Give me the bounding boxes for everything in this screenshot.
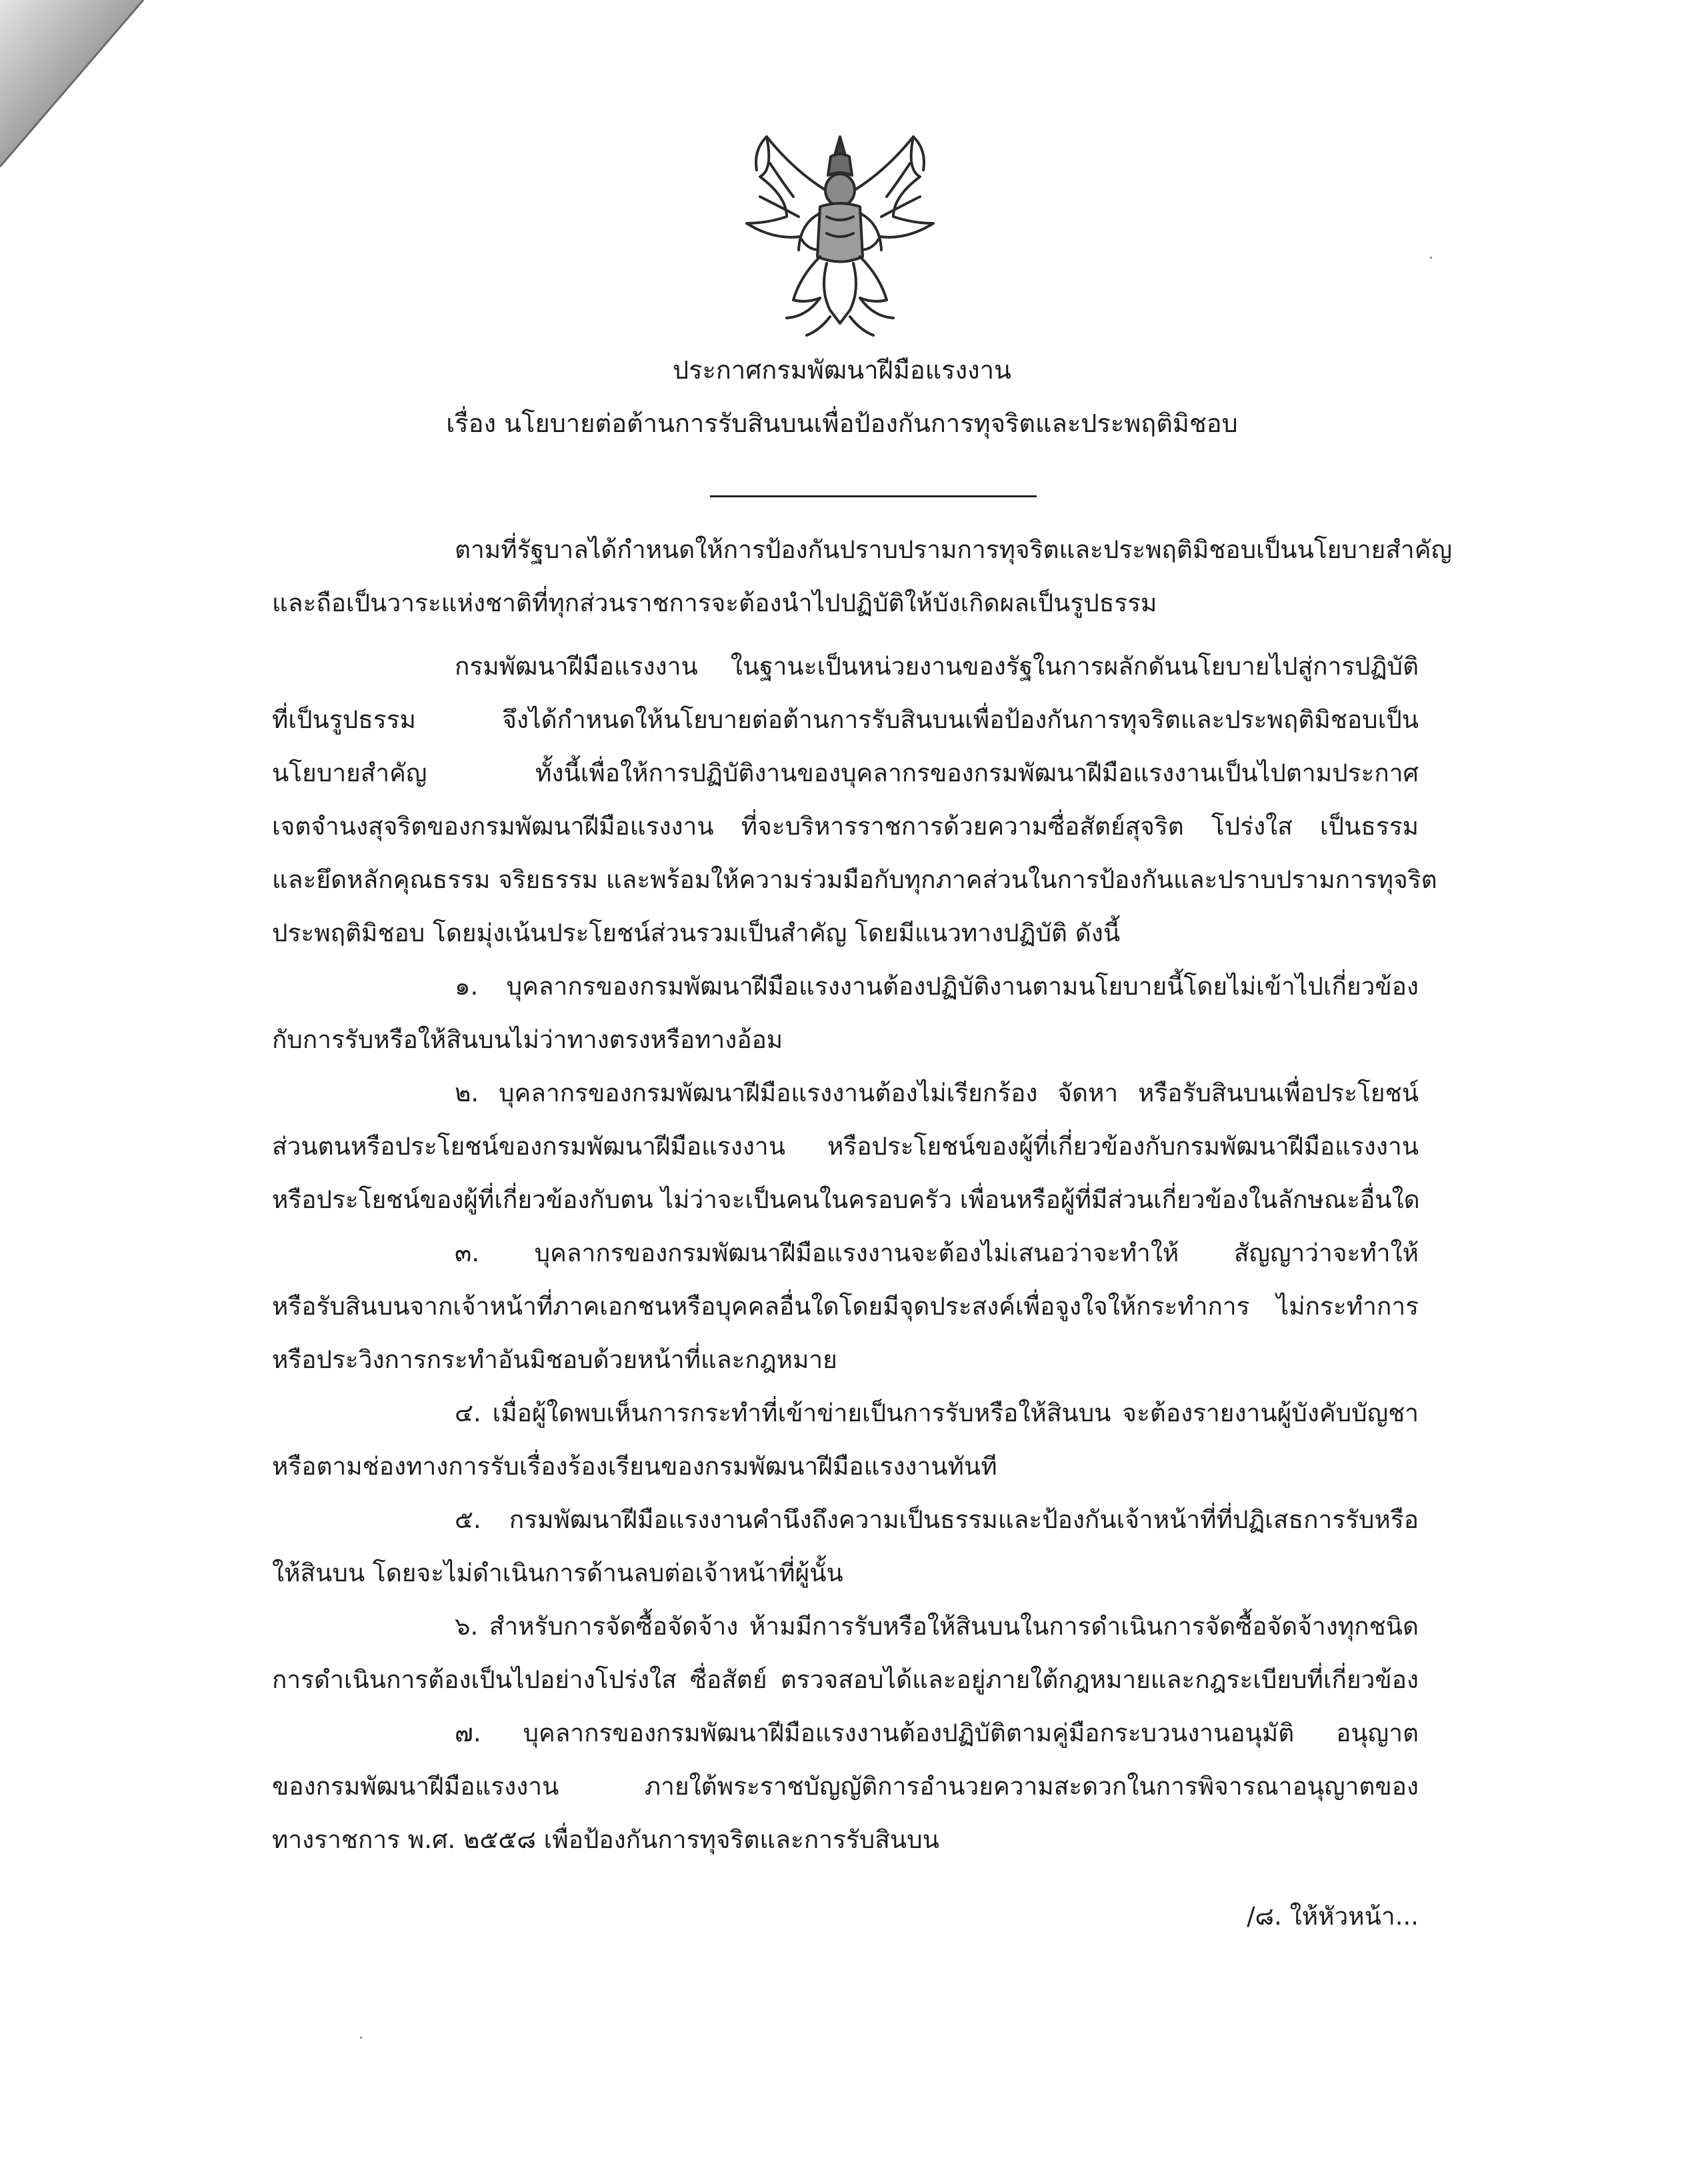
scan-speck bbox=[1430, 257, 1432, 259]
policy-item-6: ๖. สำหรับการจัดซื้อจัดจ้าง ห้ามมีการรับหรือให้สินบนในการดำเนินการจัดซื้อจัดจ้างทุกชนิด bbox=[455, 1612, 1419, 1641]
body-line: ทางราชการ พ.ศ. ๒๕๕๘ เพื่อป้องกันการทุจริตและการรับสินบน bbox=[272, 1825, 939, 1854]
body-line: ตามที่รัฐบาลได้กำหนดให้การป้องกันปราบปรามการทุจริตและประพฤติมิชอบเป็นนโยบายสำคัญ bbox=[455, 535, 1452, 564]
policy-item-2: ๒. บุคลากรของกรมพัฒนาฝีมือแรงงานต้องไม่เรียกร้อง จัดหา หรือรับสินบนเพื่อประโยชน์ bbox=[455, 1079, 1419, 1107]
body-line: ของกรมพัฒนาฝีมือแรงงาน ภายใต้พระราชบัญญัติการอำนวยความสะดวกในการพิจารณาอนุญาตของ bbox=[272, 1772, 1419, 1801]
body-line: เจตจำนงสุจริตของกรมพัฒนาฝีมือแรงงาน ที่จะบริหารราชการด้วยความซื่อสัตย์สุจริต โปร่งใส เป็นธรรม bbox=[272, 812, 1419, 841]
title-divider bbox=[710, 495, 1037, 497]
policy-item-1: ๑. บุคลากรของกรมพัฒนาฝีมือแรงงานต้องปฏิบัติงานตามนโยบายนี้โดยไม่เข้าไปเกี่ยวข้อง bbox=[455, 972, 1419, 1001]
policy-item-4: ๔. เมื่อผู้ใดพบเห็นการกระทำที่เข้าข่ายเป็นการรับหรือให้สินบน จะต้องรายงานผู้บังคับบัญชา bbox=[455, 1399, 1419, 1427]
policy-item-3: ๓. บุคลากรของกรมพัฒนาฝีมือแรงงานจะต้องไม่เสนอว่าจะทำให้ สัญญาว่าจะทำให้ bbox=[455, 1239, 1419, 1267]
body-line: และยึดหลักคุณธรรม จริยธรรม และพร้อมให้ความร่วมมือกับทุกภาคส่วนในการป้องกันและปราบปรามการทุจริต bbox=[272, 865, 1437, 894]
body-line: หรือรับสินบนจากเจ้าหน้าที่ภาคเอกชนหรือบุคคลอื่นใดโดยมีจุดประสงค์เพื่อจูงใจให้กระทำการ ไม่กระทำการ bbox=[272, 1292, 1419, 1321]
garuda-emblem bbox=[720, 123, 960, 343]
body-line: หรือประโยชน์ของผู้ที่เกี่ยวข้องกับตน ไม่ว่าจะเป็นคนในครอบครัว เพื่อนหรือผู้ที่มีส่วนเกี่ยวข้องในลักษณะอื่นใด bbox=[272, 1185, 1420, 1214]
scan-speck bbox=[360, 2037, 362, 2039]
folded-corner bbox=[0, 0, 153, 180]
body-line: ส่วนตนหรือประโยชน์ของกรมพัฒนาฝีมือแรงงาน หรือประโยชน์ของผู้ที่เกี่ยวข้องกับกรมพัฒนาฝีมือแรงงาน bbox=[272, 1132, 1419, 1161]
body-line: กับการรับหรือให้สินบนไม่ว่าทางตรงหรือทางอ้อม bbox=[272, 1025, 783, 1054]
policy-item-5: ๕. กรมพัฒนาฝีมือแรงงานคำนึงถึงความเป็นธรรมและป้องกันเจ้าหน้าที่ที่ปฏิเสธการรับหรือ bbox=[455, 1505, 1419, 1534]
body-line: การดำเนินการต้องเป็นไปอย่างโปร่งใส ซื่อสัตย์ ตรวจสอบได้และอยู่ภายใต้กฎหมายและกฎระเบียบที่เกี่ยวข้อง bbox=[272, 1665, 1419, 1694]
body-line: ที่เป็นรูปธรรม จึงได้กำหนดให้นโยบายต่อต้านการรับสินบนเพื่อป้องกันการทุจริตและประพฤติมิชอบเป็น bbox=[272, 705, 1419, 734]
body-line: ให้สินบน โดยจะไม่ดำเนินการด้านลบต่อเจ้าหน้าที่ผู้นั้น bbox=[272, 1559, 843, 1587]
policy-item-7: ๗. บุคลากรของกรมพัฒนาฝีมือแรงงานต้องปฏิบัติตามคู่มือกระบวนงานอนุมัติ อนุญาต bbox=[455, 1719, 1419, 1747]
continuation-note: /๘. ให้หัวหน้า... bbox=[1247, 1902, 1419, 1931]
body-line: ประพฤติมิชอบ โดยมุ่งเน้นประโยชน์ส่วนรวมเป็นสำคัญ โดยมีแนวทางปฏิบัติ ดังนี้ bbox=[272, 919, 1121, 947]
body-line: กรมพัฒนาฝีมือแรงงาน ในฐานะเป็นหน่วยงานของรัฐในการผลักดันนโยบายไปสู่การปฏิบัติ bbox=[455, 652, 1419, 681]
body-line: หรือประวิงการกระทำอันมิชอบด้วยหน้าที่และกฎหมาย bbox=[272, 1345, 837, 1374]
announcement-title: ประกาศกรมพัฒนาฝีมือแรงงาน bbox=[672, 355, 1012, 385]
body-line: หรือตามช่องทางการรับเรื่องร้องเรียนของกรมพัฒนาฝีมือแรงงานทันที bbox=[272, 1452, 997, 1481]
body-line: นโยบายสำคัญ ทั้งนี้เพื่อให้การปฏิบัติงานของบุคลากรของกรมพัฒนาฝีมือแรงงานเป็นไปตามประกาศ bbox=[272, 759, 1419, 787]
body-line: และถือเป็นวาระแห่งชาติที่ทุกส่วนราชการจะต้องนำไปปฏิบัติให้บังเกิดผลเป็นรูปธรรม bbox=[272, 589, 1157, 617]
announcement-subject: เรื่อง นโยบายต่อต้านการรับสินบนเพื่อป้องกันการทุจริตและประพฤติมิชอบ bbox=[446, 409, 1238, 438]
